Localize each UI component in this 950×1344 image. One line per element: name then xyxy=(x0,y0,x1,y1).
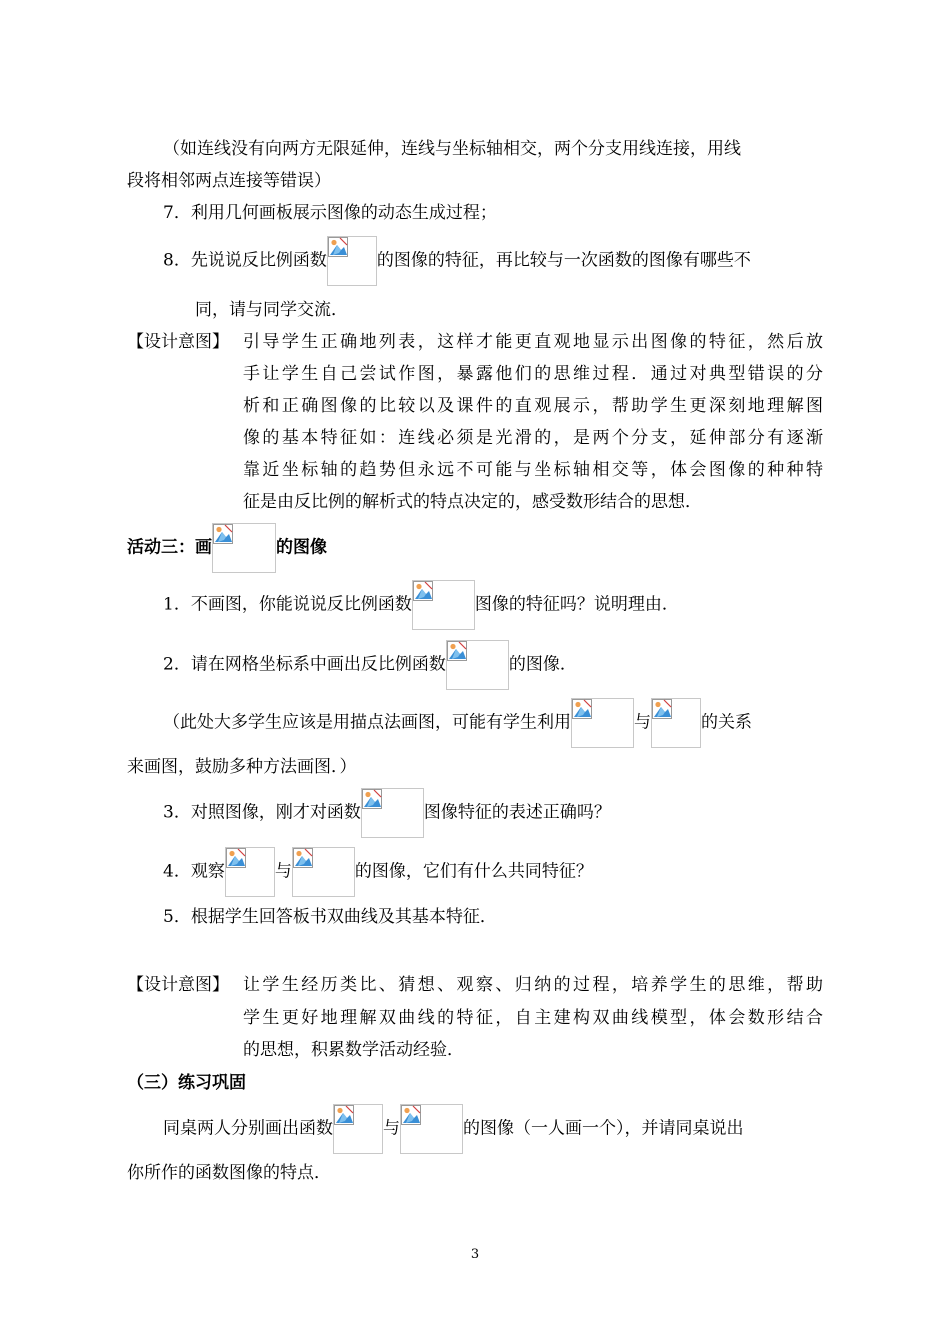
practice-post: 的图像（一人画一个），并请同桌说出 xyxy=(463,1118,744,1139)
note-2-mid: 与 xyxy=(634,712,651,733)
activity-item-3-post: 图像特征的表述正确吗？ xyxy=(423,802,611,823)
design-intent-label-2: 【设计意图】 xyxy=(127,975,229,995)
activity-item-1-post: 图像的特征吗？说明理由． xyxy=(474,594,679,615)
design-intent-line: 征是由反比例的解析式的特点决定的，感受数形结合的思想． xyxy=(243,492,702,512)
page-number: 3 xyxy=(470,1247,480,1262)
formula-image xyxy=(212,523,276,573)
formula-image xyxy=(400,1104,463,1154)
broken-image-icon xyxy=(401,1105,421,1125)
design-intent-label-1: 【设计意图】 xyxy=(127,332,229,352)
activity-3-heading xyxy=(127,523,327,573)
note-errors-line2: 段将相邻两点连接等错误） xyxy=(127,171,331,191)
activity-item-4 xyxy=(163,847,593,897)
design-intent-line: 靠近坐标轴的趋势但永远不可能与坐标轴相交等，体会图像的种种特 xyxy=(243,460,823,480)
formula-image xyxy=(225,847,275,897)
broken-image-icon xyxy=(572,699,592,719)
activity-item-5: 5．根据学生回答板书双曲线及其基本特征． xyxy=(163,907,497,927)
design-intent-line: 引导学生正确地列表，这样才能更直观地显示出图像的特征，然后放 xyxy=(243,332,823,352)
activity-item-4-mid: 与 xyxy=(274,861,292,882)
activity-3-pre: 活动三：画 xyxy=(127,537,212,558)
formula-image xyxy=(446,640,509,690)
item-8-post: 的图像的特征，再比较与一次函数的图像有哪些不 xyxy=(376,250,751,271)
practice-paragraph xyxy=(163,1104,744,1154)
design-intent-line: 让学生经历类比、猜想、观察、归纳的过程，培养学生的思维，帮助 xyxy=(243,975,823,995)
broken-image-icon xyxy=(293,848,313,868)
item-8-pre: 8．先说说反比例函数 xyxy=(163,250,327,271)
design-intent-line: 析和正确图像的比较以及课件的直观展示，帮助学生更深刻地理解图 xyxy=(243,396,823,416)
activity-item-2-post: 的图像． xyxy=(508,654,577,675)
formula-image xyxy=(327,236,377,286)
activity-item-4-post: 的图像，它们有什么共同特征？ xyxy=(354,861,593,882)
broken-image-icon xyxy=(447,641,467,661)
section-3-title: （三）练习巩固 xyxy=(127,1073,246,1093)
broken-image-icon xyxy=(328,237,348,257)
activity-item-4-pre: 4．观察 xyxy=(163,861,225,882)
broken-image-icon xyxy=(413,581,433,601)
practice-mid: 与 xyxy=(383,1118,400,1139)
note-2-pre: （此处大多学生应该是用描点法画图，可能有学生利用 xyxy=(163,712,571,733)
design-intent-line: 手让学生自己尝试作图，暴露他们的思维过程．通过对典型错误的分 xyxy=(243,364,823,384)
formula-image xyxy=(333,1104,383,1154)
note-2-post: 的关系 xyxy=(701,712,752,733)
item-7: 7．利用几何画板展示图像的动态生成过程； xyxy=(163,203,497,223)
item-8 xyxy=(163,236,751,286)
broken-image-icon xyxy=(362,789,382,809)
note-2 xyxy=(163,698,752,748)
activity-3-post: 的图像 xyxy=(276,537,327,558)
item-8-line2: 同，请与同学交流． xyxy=(195,300,348,320)
design-intent-line: 的思想，积累数学活动经验． xyxy=(243,1040,464,1060)
activity-item-2 xyxy=(163,640,577,690)
activity-item-3 xyxy=(163,788,611,838)
broken-image-icon xyxy=(213,524,233,544)
formula-image xyxy=(571,698,634,748)
activity-item-1 xyxy=(163,580,679,630)
activity-item-2-pre: 2．请在网格坐标系中画出反比例函数 xyxy=(163,654,446,675)
note-errors-line1: （如连线没有向两方无限延伸，连线与坐标轴相交，两个分支用线连接，用线 xyxy=(163,139,741,159)
broken-image-icon xyxy=(226,848,246,868)
activity-item-1-pre: 1．不画图，你能说说反比例函数 xyxy=(163,594,412,615)
activity-item-3-pre: 3．对照图像，刚才对函数 xyxy=(163,802,361,823)
practice-line2: 你所作的函数图像的特点． xyxy=(127,1163,331,1183)
design-intent-line: 学生更好地理解双曲线的特征，自主建构双曲线模型，体会数形结合 xyxy=(243,1008,823,1028)
formula-image xyxy=(651,698,701,748)
formula-image xyxy=(361,788,424,838)
note-2-line2: 来画图，鼓励多种方法画图．） xyxy=(127,757,357,777)
formula-image xyxy=(412,580,475,630)
design-intent-line: 像的基本特征如：连线必须是光滑的，是两个分支，延伸部分有逐渐 xyxy=(243,428,823,448)
practice-pre: 同桌两人分别画出函数 xyxy=(163,1118,333,1139)
broken-image-icon xyxy=(652,699,672,719)
formula-image xyxy=(292,847,355,897)
broken-image-icon xyxy=(334,1105,354,1125)
